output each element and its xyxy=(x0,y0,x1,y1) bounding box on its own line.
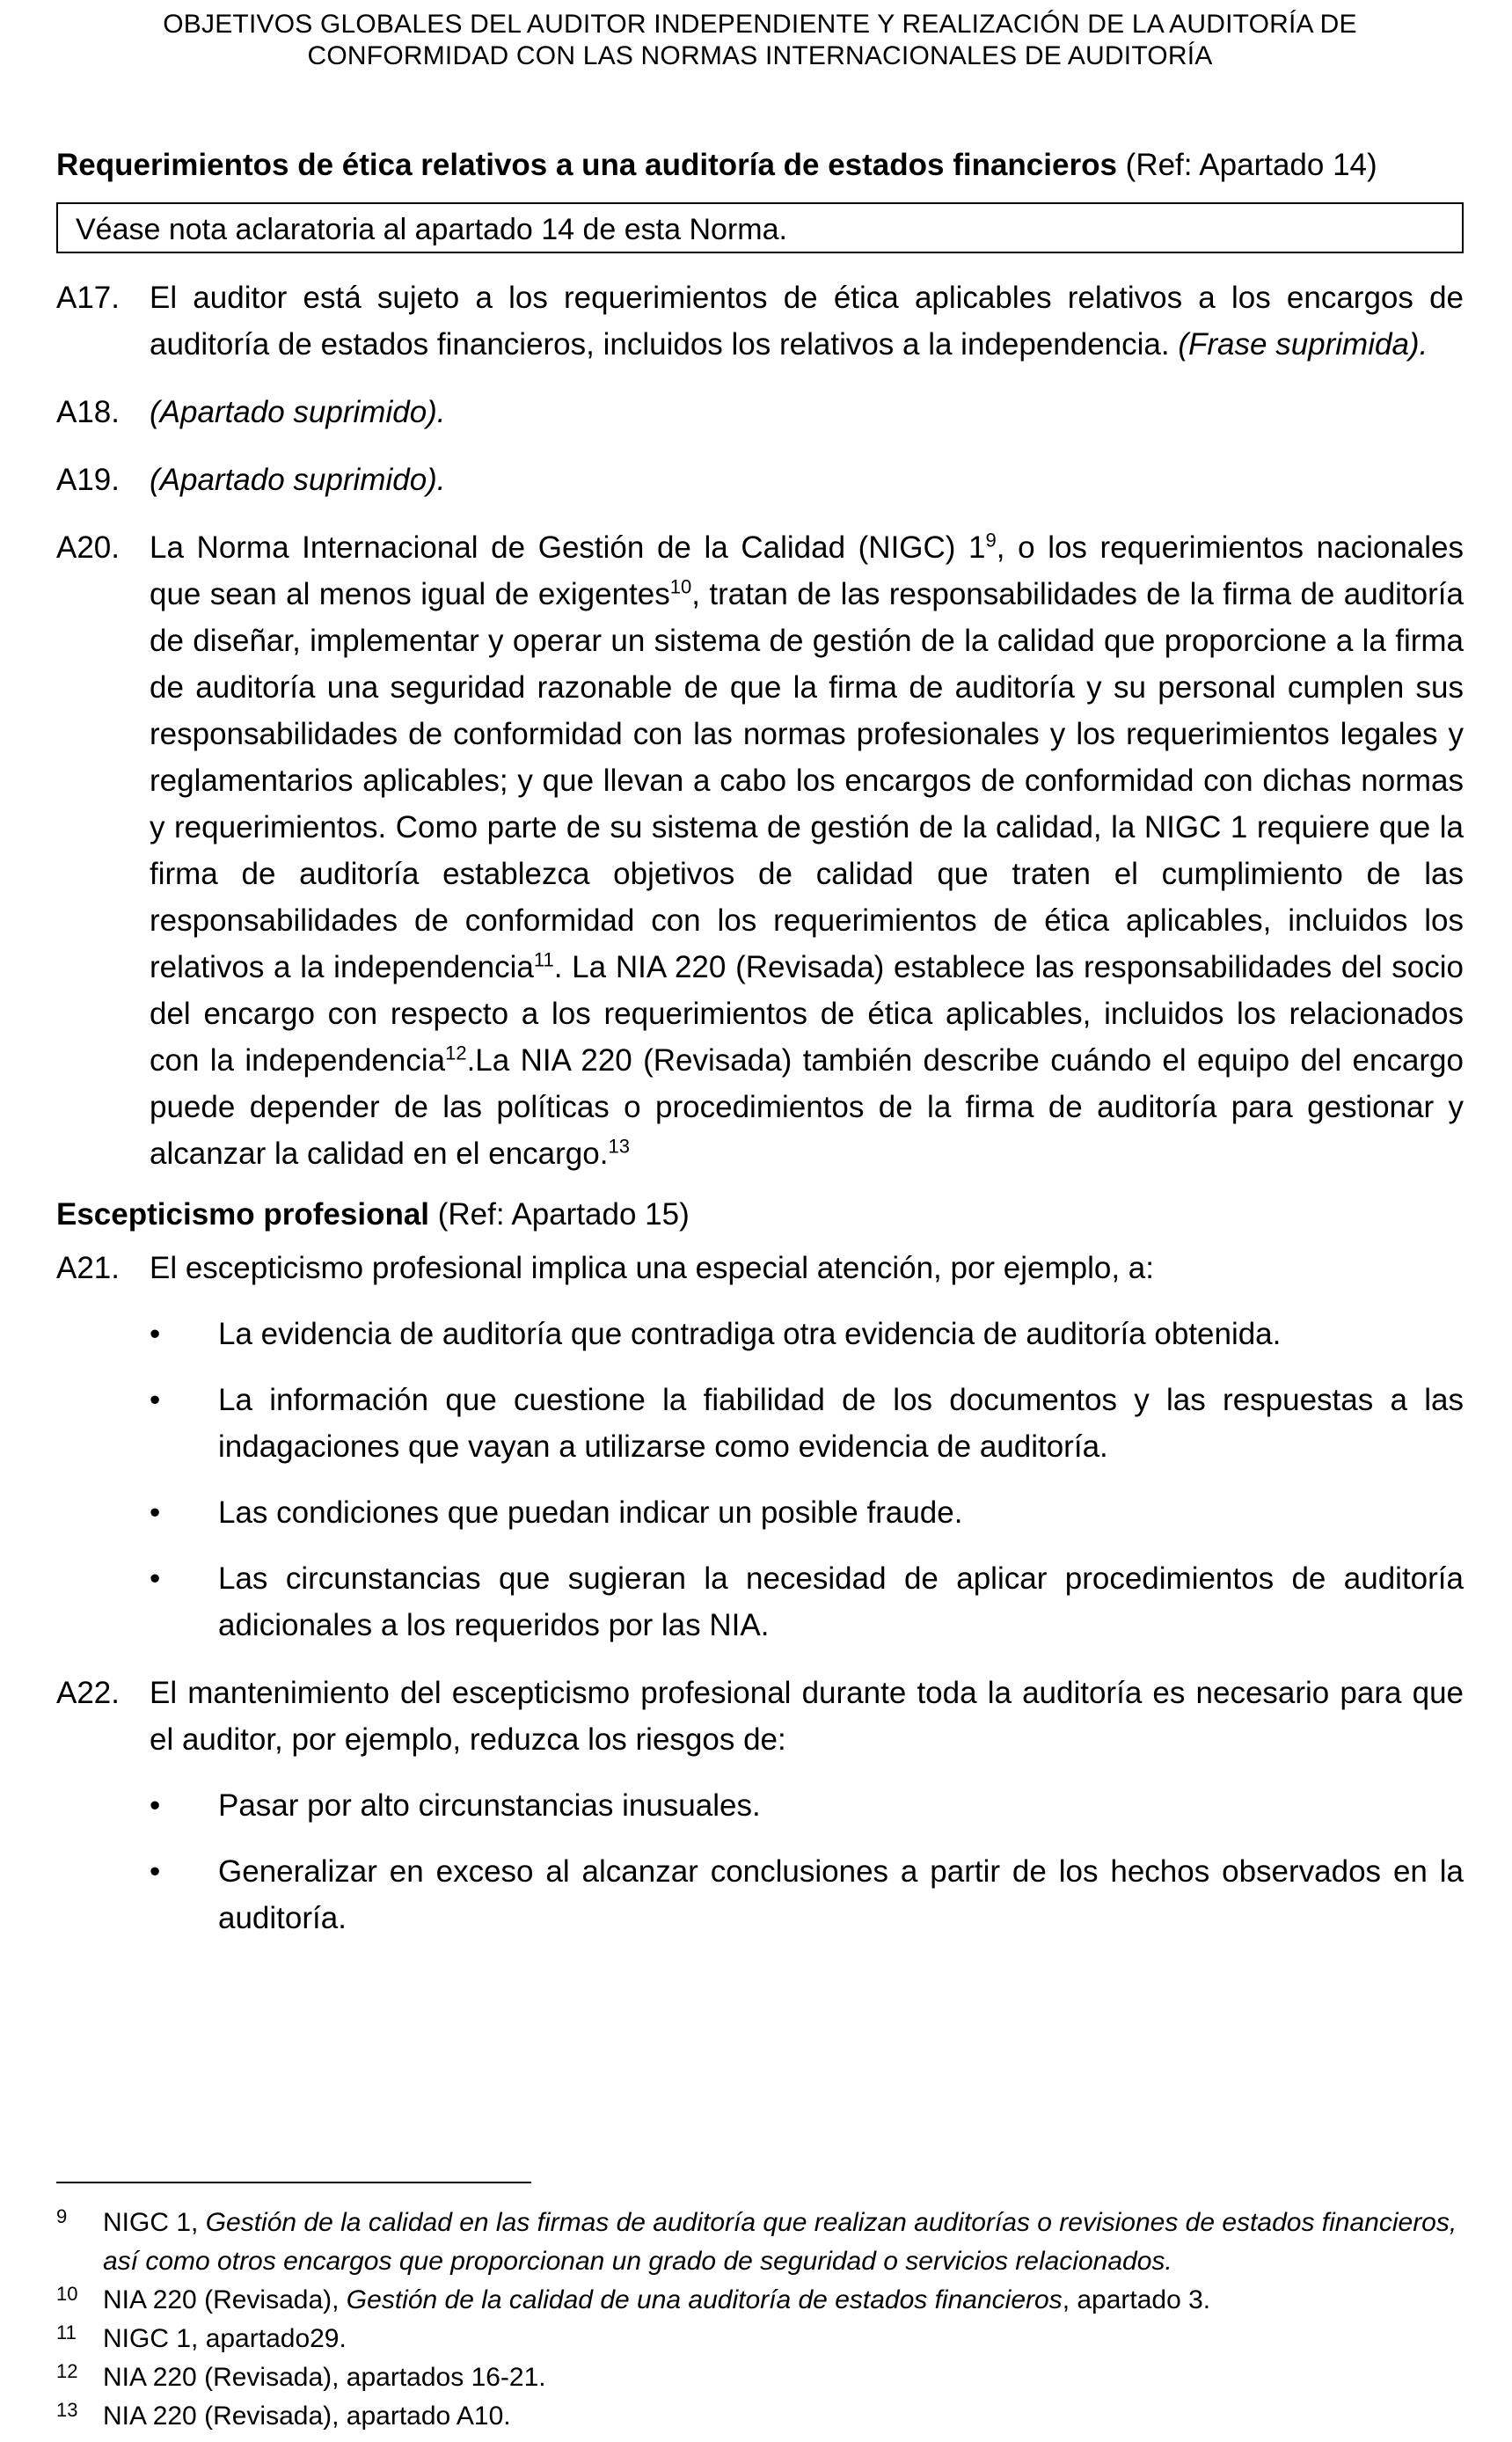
paragraph-italic-text: (Apartado suprimido). xyxy=(150,463,446,497)
footnote-plain: NIGC 1, apartado29. xyxy=(103,2324,347,2353)
footnote-plain: NIA 220 (Revisada), xyxy=(103,2285,347,2314)
list-item xyxy=(56,1848,1464,1941)
header-line-2: CONFORMIDAD CON LAS NORMAS INTERNACIONALES DE AUDITORÍA xyxy=(307,41,1213,70)
paragraph-a17 xyxy=(56,274,1464,368)
paragraph-italic-text: (Apartado suprimido). xyxy=(150,395,446,429)
footnote-ref[interactable]: 9 xyxy=(985,529,997,552)
paragraph-a20 xyxy=(56,524,1464,1177)
footnote-11 xyxy=(56,2320,1464,2358)
footnote-number: 9 xyxy=(56,2205,68,2227)
footnote-separator xyxy=(56,2182,531,2183)
list-item xyxy=(56,1782,1464,1829)
footnote-text xyxy=(103,2397,1464,2436)
section-ref: (Ref: Apartado 14) xyxy=(1116,148,1377,182)
list-item xyxy=(56,1555,1464,1649)
footnote-12 xyxy=(56,2358,1464,2397)
list-item-text: La información que cuestione la fiabilidad de los documentos y las respuestas a las indagaciones que vayan a utilizarse como evidencia de auditoría. xyxy=(218,1383,1464,1464)
explanatory-note-box xyxy=(56,202,1464,253)
section-title: Escepticismo profesional xyxy=(56,1197,430,1232)
paragraph-body xyxy=(150,457,1464,503)
footnote-plain: NIA 220 (Revisada), apartados 16-21. xyxy=(103,2363,546,2392)
paragraph-number: A20. xyxy=(56,530,120,565)
paragraph-number: A18. xyxy=(56,395,120,429)
footnote-number: 11 xyxy=(56,2321,77,2343)
footnotes xyxy=(56,2204,1464,2436)
paragraph-body xyxy=(150,274,1464,368)
bullet-icon: • xyxy=(150,1788,161,1823)
bullet-list-a22 xyxy=(56,1782,1464,1941)
footnote-plain: NIA 220 (Revisada), apartado A10. xyxy=(103,2402,511,2431)
paragraph-text: , tratan de las responsabilidades de la firma de auditoría de diseñar, implementar y operar un sistema de gestión de la calidad que proporcione a la firma de auditoría una seguridad razonable de que la firma de auditoría y su personal cumplen sus responsabilidades de conformidad con las normas profesionales y los requerimientos legales y reglamentarios aplicables; y que llevan a cabo los encargos de conformidad con dichas normas y requerimientos. Como parte de su sistema de gestión de la calidad, la NIGC 1 requiere que la firma de auditoría establezca objetivos de calidad que traten el cumplimiento de las responsabilidades de conformidad con los requerimientos de ética aplicables, incluidos los relativos a la independencia xyxy=(150,577,1464,984)
note-text: Véase nota aclaratoria al apartado 14 de esta Norma. xyxy=(76,213,787,246)
footnote-ref[interactable]: 11 xyxy=(533,948,554,971)
paragraph-number: A21. xyxy=(56,1251,120,1285)
list-item-text: La evidencia de auditoría que contradiga otra evidencia de auditoría obtenida. xyxy=(218,1317,1282,1351)
section-ref: (Ref: Apartado 15) xyxy=(429,1197,690,1232)
list-item-text: Las circunstancias que sugieran la necesidad de aplicar procedimientos de auditoría adicionales a los requeridos por las NIA. xyxy=(218,1561,1464,1642)
footnote-italic: Gestión de la calidad de una auditoría de estados financieros xyxy=(346,2285,1063,2314)
list-item xyxy=(56,1489,1464,1536)
footnote-number: 10 xyxy=(56,2283,78,2305)
section-title: Requerimientos de ética relativos a una auditoría de estados financieros xyxy=(56,148,1117,182)
paragraph-a19 xyxy=(56,457,1464,503)
header-line-1: OBJETIVOS GLOBALES DEL AUDITOR INDEPENDIENTE Y REALIZACIÓN DE LA AUDITORÍA DE xyxy=(163,10,1357,39)
paragraph-a22 xyxy=(56,1670,1464,1763)
footnote-text xyxy=(103,2281,1464,2320)
footnote-10 xyxy=(56,2281,1464,2320)
footnote-after: , apartado 3. xyxy=(1062,2285,1211,2314)
paragraph-text: . La NIA 220 (Revisada) establece las responsabilidades del socio del encargo con respecto a los requerimientos de ética aplicables, incluidos los relacionados con la independencia xyxy=(150,950,1464,1078)
footnote-plain: NIGC 1, xyxy=(103,2208,206,2237)
paragraph-text: .La NIA 220 (Revisada) también describe cuándo el equipo del encargo puede depender de las políticas o procedimientos de la firma de auditoría para gestionar y alcanzar la calidad en el encargo. xyxy=(150,1043,1464,1171)
paragraph-body xyxy=(150,524,1464,1177)
footnote-number: 12 xyxy=(56,2360,78,2382)
footnote-ref[interactable]: 13 xyxy=(608,1135,630,1158)
paragraph-a21 xyxy=(56,1245,1464,1291)
bullet-list-a21 xyxy=(56,1311,1464,1649)
footnote-text xyxy=(103,2320,1464,2358)
section-heading-ethics xyxy=(56,146,1464,185)
footnote-number: 13 xyxy=(56,2399,78,2421)
section-heading-skepticism xyxy=(56,1191,1464,1238)
paragraph-italic-text: (Frase suprimida). xyxy=(1178,327,1428,362)
bullet-icon: • xyxy=(150,1561,161,1596)
bullet-icon: • xyxy=(150,1854,161,1889)
paragraph-number: A19. xyxy=(56,463,120,497)
paragraph-a18 xyxy=(56,389,1464,435)
paragraph-body: El mantenimiento del escepticismo profesional durante toda la auditoría es necesario para que el auditor, por ejemplo, reduzca los riesgos de: xyxy=(150,1676,1464,1757)
paragraph-number: A22. xyxy=(56,1676,120,1710)
footnote-italic: Gestión de la calidad en las firmas de auditoría que realizan auditorías o revisiones de estados financieros, así como otros encargos que proporcionan un grado de seguridad o servicios relacionados. xyxy=(103,2208,1457,2276)
paragraph-number: A17. xyxy=(56,281,120,315)
list-item-text: Las condiciones que puedan indicar un posible fraude. xyxy=(218,1495,963,1530)
footnote-text xyxy=(103,2204,1464,2281)
paragraph-text: La Norma Internacional de Gestión de la Calidad (NIGC) 1 xyxy=(150,530,986,565)
bullet-icon: • xyxy=(150,1495,161,1530)
list-item-text: Pasar por alto circunstancias inusuales. xyxy=(218,1788,761,1823)
footnote-13 xyxy=(56,2397,1464,2436)
footnote-text xyxy=(103,2358,1464,2397)
list-item xyxy=(56,1377,1464,1470)
running-header xyxy=(56,9,1464,72)
footnote-9 xyxy=(56,2204,1464,2281)
document-page xyxy=(56,0,1464,1941)
paragraph-body: El escepticismo profesional implica una especial atención, por ejemplo, a: xyxy=(150,1251,1154,1285)
list-item xyxy=(56,1311,1464,1357)
list-item-text: Generalizar en exceso al alcanzar conclusiones a partir de los hechos observados en la auditoría. xyxy=(218,1854,1464,1935)
paragraph-text: El auditor está sujeto a los requerimientos de ética aplicables relativos a los encargos de auditoría de estados financieros, incluidos los relativos a la independencia. xyxy=(150,281,1464,362)
bullet-icon: • xyxy=(150,1383,161,1417)
footnote-ref[interactable]: 10 xyxy=(669,575,692,598)
paragraph-body xyxy=(150,389,1464,435)
paragraph-text: , o los requerimientos nacionales que sean al menos igual de exigentes xyxy=(150,530,1464,611)
footnote-ref[interactable]: 12 xyxy=(445,1042,467,1064)
bullet-icon: • xyxy=(150,1317,161,1351)
